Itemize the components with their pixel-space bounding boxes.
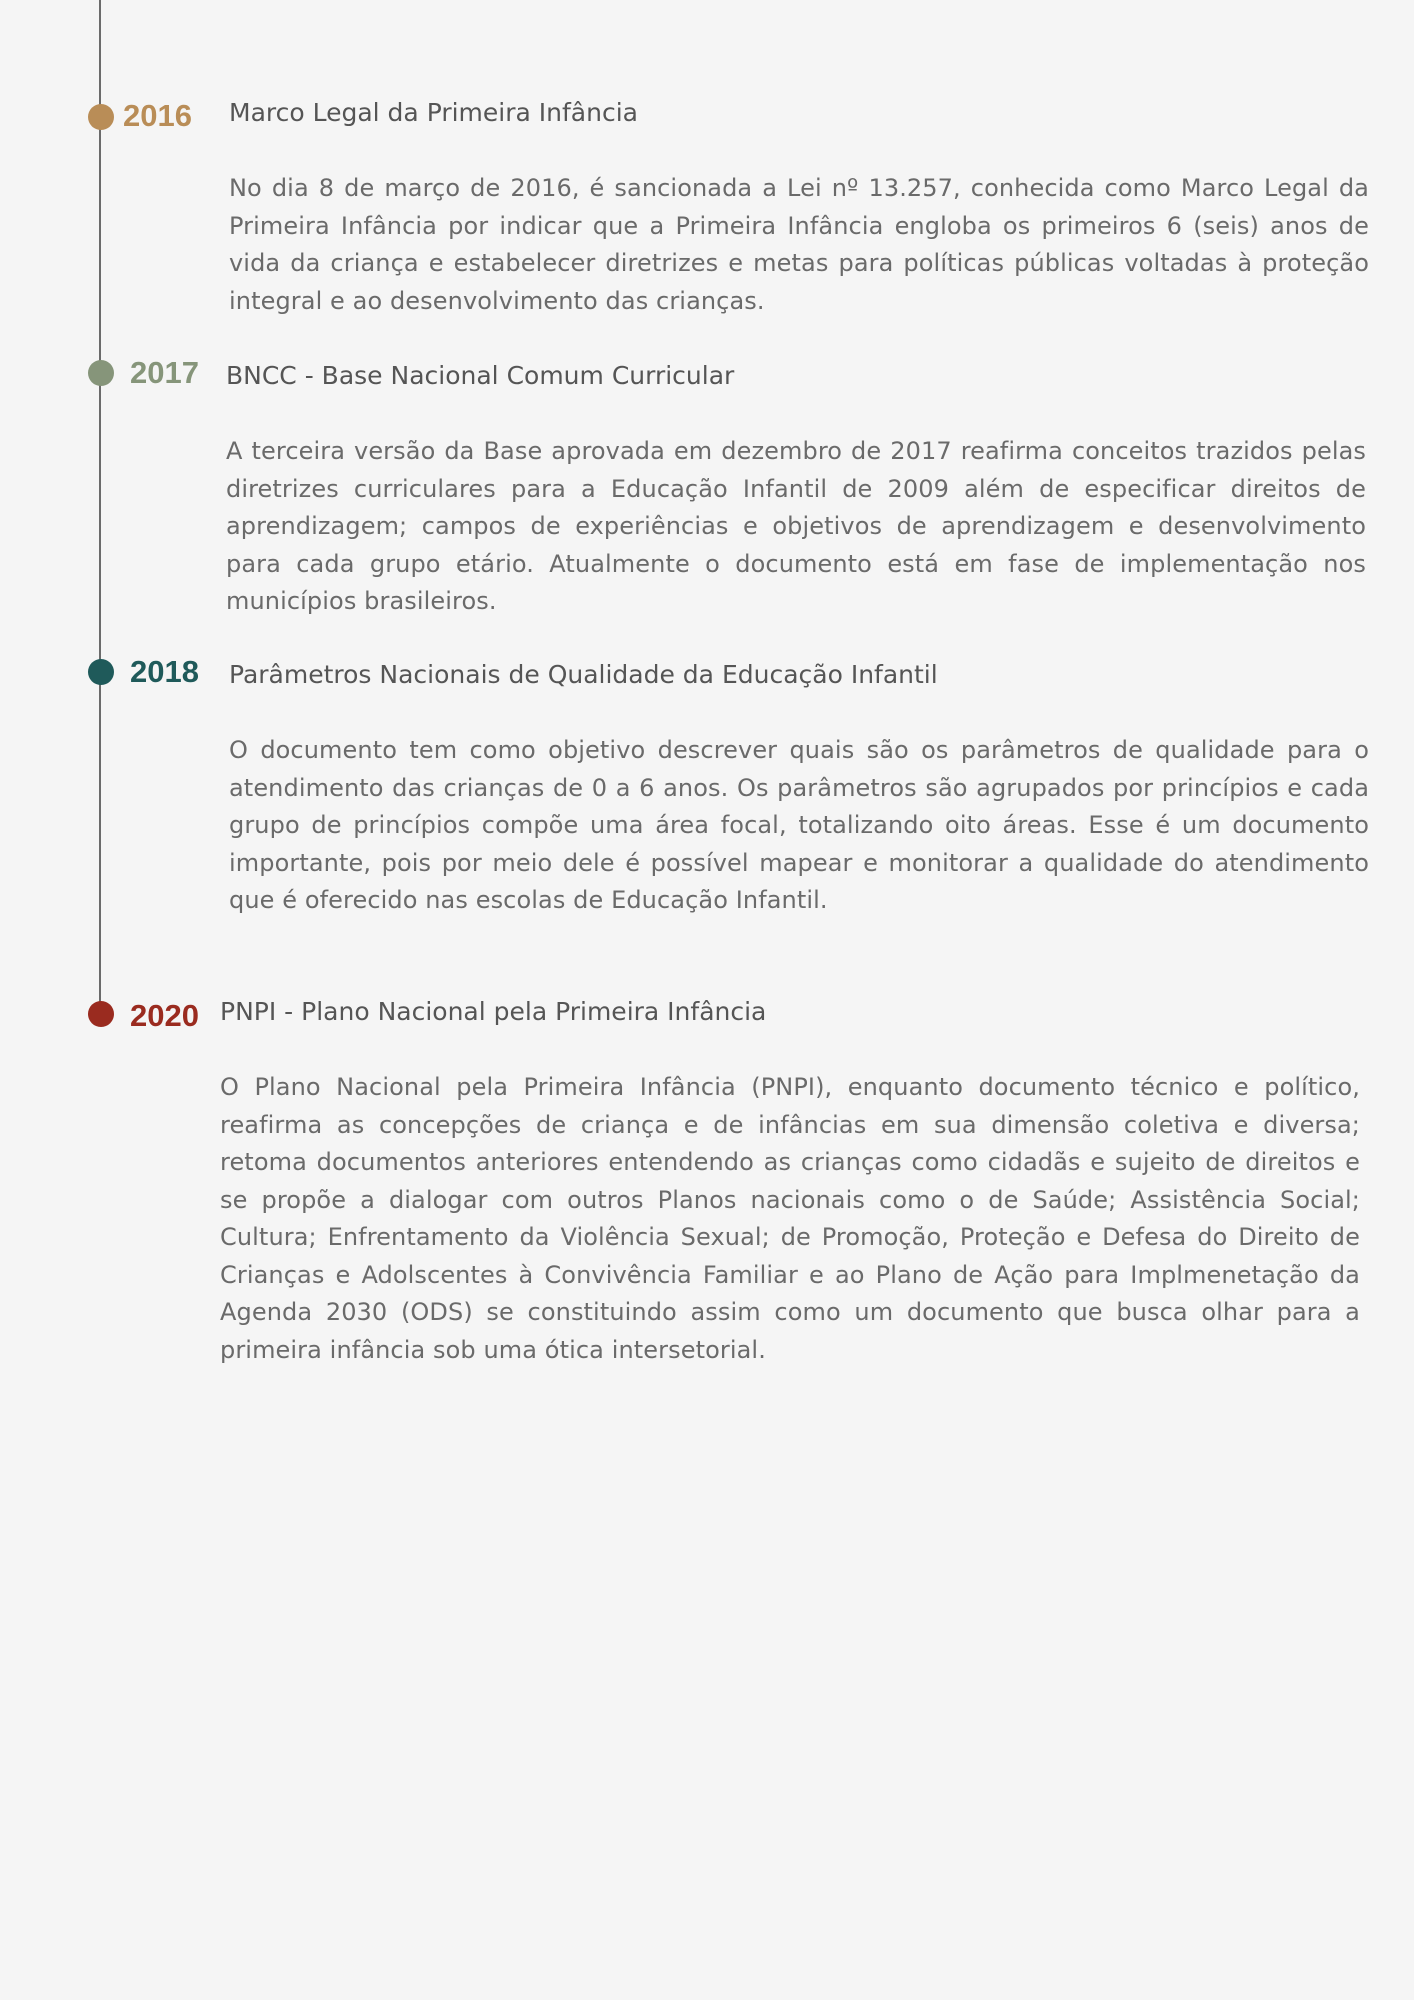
description-2020: O Plano Nacional pela Primeira Infância (PNPI), enquanto documento técnico e político, reafirma as concepções de criança e de infâncias em sua dimensão coletiva e diversa; retoma documentos anteriores entendendo as crianças como cidadãs e sujeito de direitos e se propõe a dialogar com outros Planos nacionais como o de Saúde; Assistência Social; Cultura; Enfrentamento da Violência Sexual; de Promoção, Proteção e Defesa do Direito de Crianças e Adolscentes à Convivência Familiar e ao Plano de Ação para Implmenetação da Agenda 2030 (ODS) se constituindo assim como um documento que busca olhar para a primeira infância sob uma ótica intersetorial. (220, 1073, 1360, 1364)
year-2020: 2020 (130, 998, 199, 1033)
timeline-dot-2017 (88, 360, 114, 386)
timeline-dot-2016 (88, 104, 114, 130)
description-2018: O documento tem como objetivo descrever quais são os parâmetros de qualidade para o atendimento das crianças de 0 a 6 anos. Os parâmetros são agrupados por princípios e cada grupo de princípios compõe uma área focal, totalizando oito áreas. Esse é um documento importante, pois por meio dele é possível mapear e monitorar a qualidade do atendimento que é oferecido nas escolas de Educação Infantil. (229, 736, 1369, 914)
title-2020: PNPI - Plano Nacional pela Primeira Infância (220, 997, 767, 1026)
title-2016: Marco Legal da Primeira Infância (229, 98, 638, 127)
year-2018: 2018 (130, 654, 199, 689)
title-2018: Parâmetros Nacionais de Qualidade da Educação Infantil (229, 660, 938, 689)
timeline-dot-2018 (88, 659, 114, 685)
description-2017: A terceira versão da Base aprovada em dezembro de 2017 reafirma conceitos trazidos pelas diretrizes curriculares para a Educação Infantil de 2009 além de especificar direitos de aprendizagem; campos de experiências e objetivos de aprendizagem e desenvolvimento para cada grupo etário. Atualmente o documento está em fase de implementação nos municípios brasileiros. (226, 437, 1366, 615)
year-2017: 2017 (130, 355, 199, 390)
timeline-line (99, 0, 101, 1015)
description-2016: No dia 8 de março de 2016, é sancionada a Lei nº 13.257, conhecida como Marco Legal da Primeira Infância por indicar que a Primeira Infância engloba os primeiros 6 (seis) anos de vida da criança e estabelecer diretrizes e metas para políticas públicas voltadas à proteção integral e ao desenvolvimento das crianças. (229, 174, 1369, 315)
year-2016: 2016 (123, 98, 192, 133)
timeline-dot-2020 (88, 1001, 114, 1027)
title-2017: BNCC - Base Nacional Comum Curricular (226, 361, 735, 390)
